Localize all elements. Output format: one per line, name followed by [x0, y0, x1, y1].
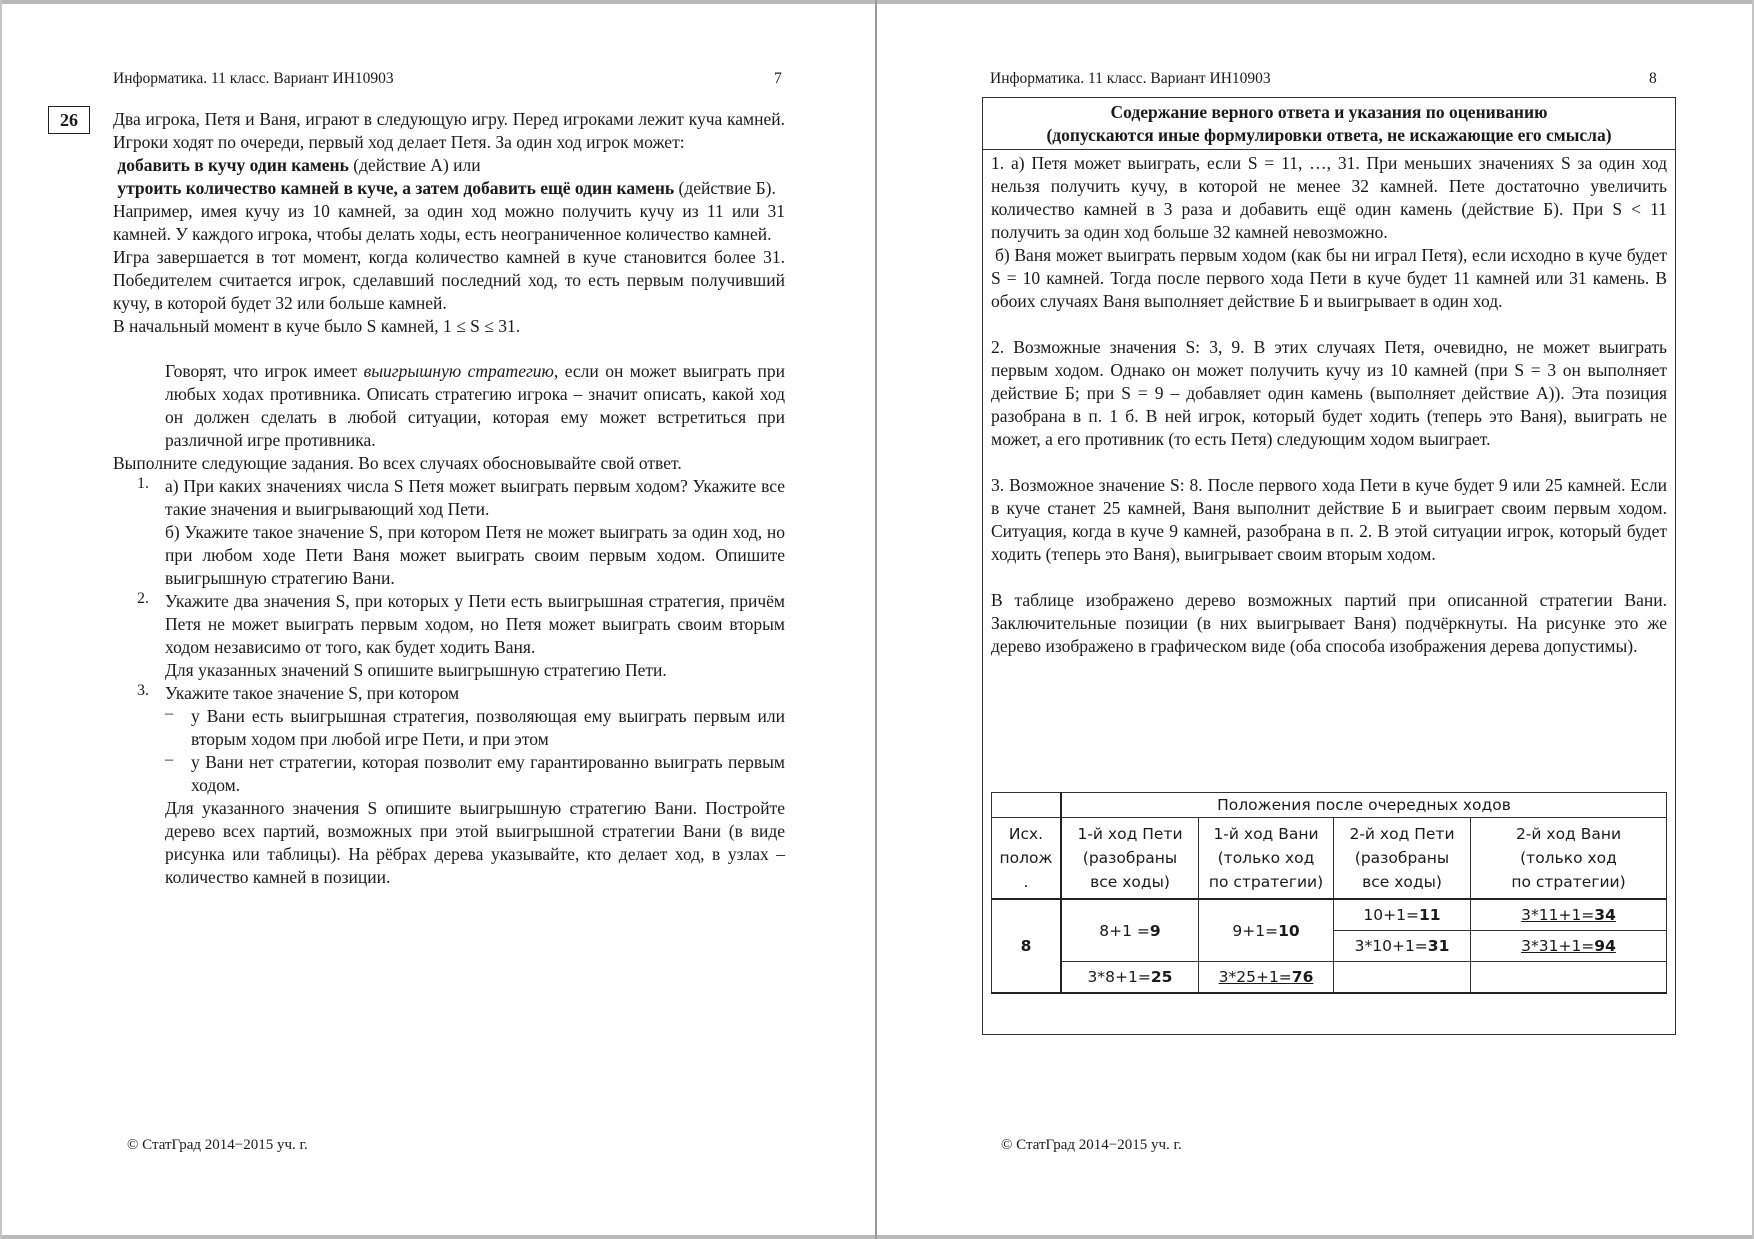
col-header-vanya-1: 1-й ход Вани (только ход по стратегии): [1199, 818, 1334, 900]
col-header-start: Исх. полож .: [992, 818, 1062, 900]
move-cell: 8+1 =9: [1061, 899, 1199, 962]
action-b: [113, 177, 785, 200]
move-cell: 10+1=11: [1334, 899, 1471, 931]
answer-body: [983, 150, 1675, 658]
table-group-header: Положения после очередных ходов: [1061, 793, 1667, 818]
task-1a: а) При каких значениях числа S Петя может выиграть первым ходом? Укажите все такие значения и выигрывающий ход Пети.: [165, 476, 785, 519]
winning-move-cell: 3*11+1=34: [1471, 899, 1667, 931]
winning-move-cell: 3*25+1=76: [1199, 962, 1334, 994]
answer-table-intro: В таблице изображено дерево возможных партий при описанной стратегии Вани. Заключительные позиции (в них выигрывает Ваня) подчёркнуты. На рисунке это же дерево изображено в графическом виде (оба способа изображения дерева допустимы).: [991, 590, 1667, 656]
running-header: Информатика. 11 класс. Вариант ИН10903: [990, 70, 1271, 87]
strategy-definition: Говорят, что игрок имеет выигрышную стратегию, если он может выиграть при любых ходах противника. Описать стратегию игрока – значит описать, какой ход он должен сделать в любой ситуации, которая ему может встретиться при различной игре противника.: [165, 361, 785, 450]
footer: © СтатГрад 2014−2015 уч. г.: [127, 1137, 308, 1153]
page-number: 7: [774, 70, 782, 87]
strategy-term: выигрышную стратегию: [363, 361, 554, 381]
game-end-text: Игра завершается в тот момент, когда количество камней в куче становится более 31. Победителем считается игрок, сделавший последний ход, то есть первым получивший кучу, в которой будет 32 или больше камней.: [113, 247, 785, 313]
move-cell: 9+1=10: [1199, 899, 1334, 962]
task-intro: Два игрока, Петя и Ваня, играют в следующую игру. Перед игроками лежит куча камней. Игроки ходят по очереди, первый ход делает Петя. За один ход игрок может:: [113, 109, 785, 152]
col-header-petya-1: 1-й ход Пети (разобраны все ходы): [1061, 818, 1199, 900]
empty-cell: [1334, 962, 1471, 994]
left-page: [0, 0, 875, 1239]
task-3-condition-2: – у Вани нет стратегии, которая позволит ему гарантированно выиграть первым ходом.: [165, 751, 785, 795]
running-header: Информатика. 11 класс. Вариант ИН10903: [113, 70, 394, 87]
answer-1b: б) Ваня может выиграть первым ходом (как бы ни играл Петя), если исходно в куче будет S = 10 камней. Тогда после первого хода Пети в куче будет 11 камней или 31 камень. В обоих случаях Ваня выполняет действие Б и выигрывает в один ход.: [991, 245, 1667, 311]
empty-cell: [1471, 962, 1667, 994]
action-a: [113, 154, 785, 177]
task-3-text: Укажите такое значение S, при котором: [165, 683, 460, 703]
page-number: 8: [1649, 70, 1657, 87]
task-text: [113, 108, 785, 889]
col-header-petya-2: 2-й ход Пети (разобраны все ходы): [1334, 818, 1471, 900]
task-2-strategy: Для указанных значений S опишите выигрышную стратегию Пети.: [165, 660, 667, 680]
answer-2: 2. Возможные значения S: 3, 9. В этих случаях Петя, очевидно, не может выиграть первым ходом. Однако он может получить кучу из 10 камней (при S = 3 он выполняет действие Б; при S = 9 – добавляет один камень (выполняет действие А)). Эта позиция разобрана в п. 1 б. В ней игрок, который будет ходить (теперь это Ваня), выиграть не может, а его противник (то есть Петя) следующим ходом выиграет.: [991, 337, 1667, 449]
answer-title: Содержание верного ответа и указания по оцениванию (допускаются иные формулировки ответа, не искажающие его смысла): [983, 98, 1675, 150]
answer-1a: 1. а) Петя может выиграть, если S = 11, …, 31. При меньших значениях S за один ход нельзя получить кучу, в которой не менее 32 камней. Пете достаточно увеличить количество камней в 3 раза и добавить ещё один камень (действие Б). При S < 11 получить за один ход больше 32 камней невозможно.: [991, 153, 1667, 242]
answer-3: 3. Возможное значение S: 8. После первого хода Пети в куче будет 9 или 25 камней. Если в куче станет 25 камней, Ваня выполнит действие Б и выиграет своим первым ходом. Ситуация, когда в куче 9 камней, разобрана в п. 2. В этой ситуации игрок, который будет ходить (теперь это Ваня), выигрывает своим вторым ходом.: [991, 475, 1667, 564]
task-3-end: Для указанного значения S опишите выигрышную стратегию Вани. Постройте дерево всех партий, возможных при этой выигрышной стратегии Вани (в виде рисунка или таблицы). На рёбрах дерева указывайте, кто делает ход, в узлах – количество камней в позиции.: [165, 798, 785, 887]
footer: © СтатГрад 2014−2015 уч. г.: [1001, 1137, 1182, 1153]
task-3-condition-1: – у Вани есть выигрышная стратегия, позволяющая ему выиграть первым или вторым ходом при любой игре Пети, и при этом: [165, 705, 785, 749]
action-a-bold: добавить в кучу один камень: [117, 155, 349, 175]
start-position: 8: [992, 899, 1062, 993]
col-header-vanya-2: 2-й ход Вани (только ход по стратегии): [1471, 818, 1667, 900]
task-2: 2. Укажите два значения S, при которых у Пети есть выигрышная стратегия, причём Петя не может выиграть первым ходом, но Петя может выиграть своим вторым ходом независимо от того, как будет ходить Ваня. Для указанных значений S опишите выигрышную стратегию Пети.: [137, 590, 785, 680]
task-1: 1. а) При каких значениях числа S Петя может выиграть первым ходом? Укажите все такие значения и выигрывающий ход Пети. б) Укажите такое значение S, при котором Петя не может выиграть за один ход, но при любом ходе Пети Ваня может выиграть своим первым ходом. Опишите выигрышную стратегию Вани.: [137, 475, 785, 588]
initial-text: В начальный момент в куче было S камней, 1 ≤ S ≤ 31.: [113, 316, 521, 336]
task-3: 3. Укажите такое значение S, при котором – у Вани есть выигрышная стратегия, позволяющая ему выиграть первым или вторым ходом при любой игре Пети, и при этом – у Вани нет стратегии, которая позволит ему гарантированно выиграть первым ходом. Для указанного значения S опишите выигрышную стратегию Вани. Постройте дерево всех партий, возможных при этой выигрышной стратегии Вани (в виде рисунка или таблицы). На рёбрах дерева указывайте, кто делает ход, в узлах – количество камней в позиции.: [137, 682, 785, 887]
example-text: Например, имея кучу из 10 камней, за один ход можно получить кучу из 11 или 31 камней. У каждого игрока, чтобы делать ходы, есть неограниченное количество камней.: [113, 201, 785, 244]
tasks-intro: Выполните следующие задания. Во всех случаях обосновывайте свой ответ.: [113, 453, 682, 473]
task-list: [113, 475, 785, 889]
answer-box: [982, 97, 1676, 1035]
action-b-rest: (действие Б).: [678, 178, 776, 198]
action-b-bold: утроить количество камней в куче, а затем добавить ещё один камень: [117, 178, 675, 198]
move-cell: 3*8+1=25: [1061, 962, 1199, 994]
winning-move-cell: 3*31+1=94: [1471, 931, 1667, 962]
move-cell: 3*10+1=31: [1334, 931, 1471, 962]
task-number-box: 26: [48, 106, 90, 134]
task-1b: б) Укажите такое значение S, при котором Петя не может выиграть за один ход, но при любом ходе Пети Ваня может выиграть своим первым ходом. Опишите выигрышную стратегию Вани.: [165, 522, 785, 588]
game-tree-table: [991, 792, 1667, 994]
action-a-rest: (действие А) или: [353, 155, 481, 175]
task-2-text: Укажите два значения S, при которых у Пети есть выигрышная стратегия, причём Петя не может выиграть первым ходом, но Петя может выиграть своим вторым ходом независимо от того, как будет ходить Ваня.: [165, 591, 785, 657]
